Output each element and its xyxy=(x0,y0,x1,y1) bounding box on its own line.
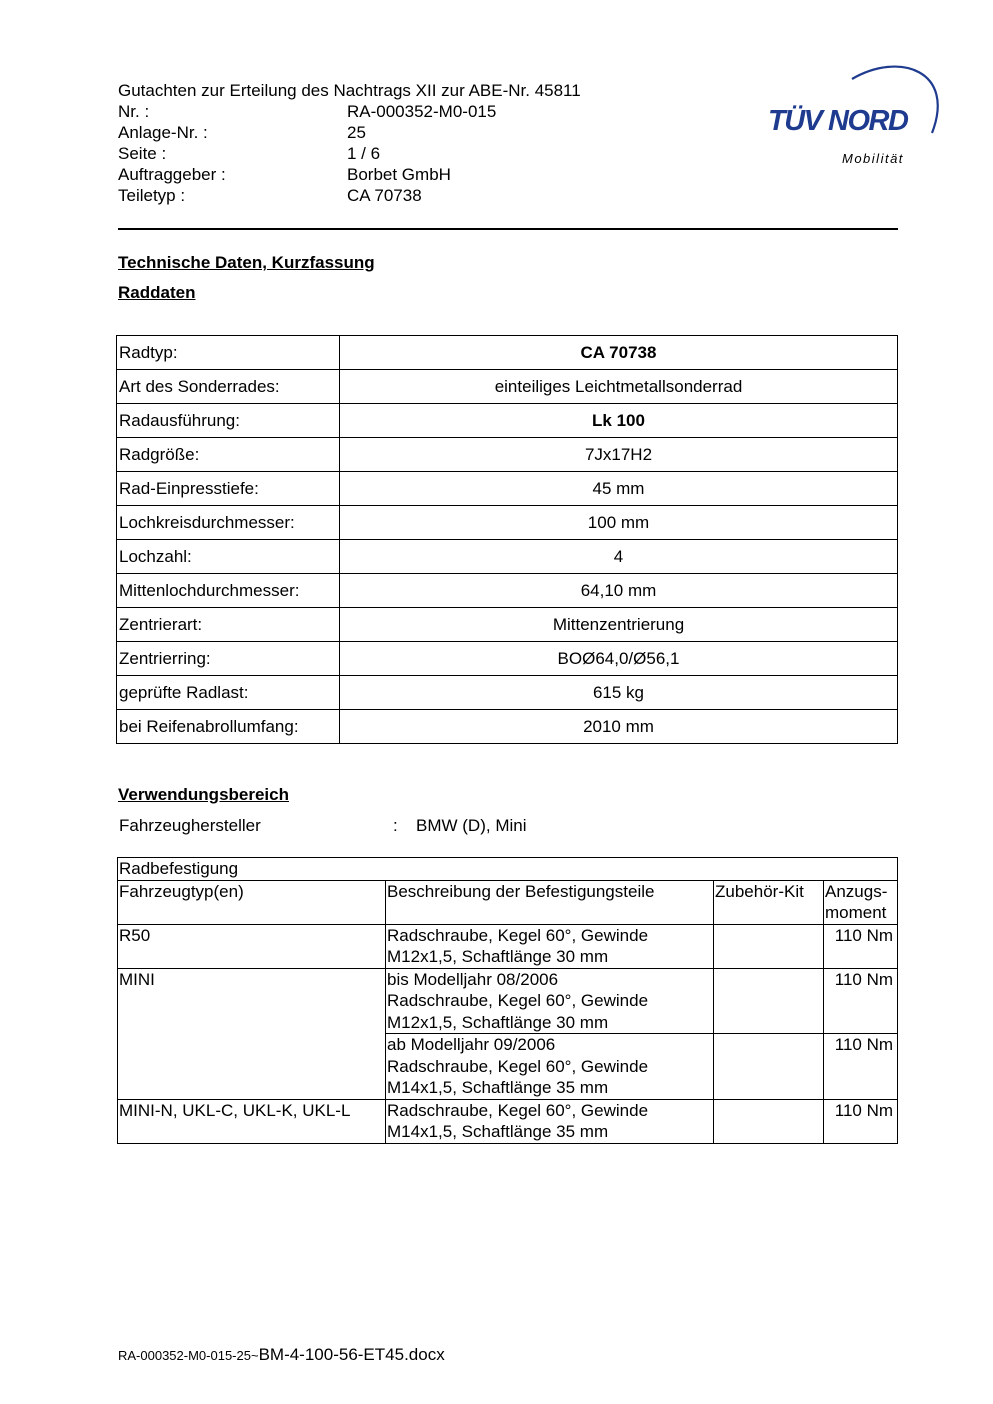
row-label: Art des Sonderrades: xyxy=(117,370,340,404)
table-row xyxy=(117,506,898,540)
footer-filename xyxy=(118,1345,445,1366)
table-row xyxy=(117,370,898,404)
cell-zubehoer-kit xyxy=(714,924,824,968)
tuv-nord-logo xyxy=(760,55,950,175)
fahrzeughersteller-value: BMW (D), Mini xyxy=(416,816,527,835)
description-line: M14x1,5, Schaftlänge 35 mm xyxy=(387,1122,609,1141)
table-row xyxy=(117,710,898,744)
header-anzugsmoment xyxy=(824,880,898,924)
header-value-seite: 1 / 6 xyxy=(347,144,381,163)
fahrzeughersteller-label: Fahrzeughersteller xyxy=(119,816,261,835)
description-line: Radschraube, Kegel 60°, Gewinde xyxy=(387,925,649,945)
description-line: M12x1,5, Schaftlänge 30 mm xyxy=(387,947,609,966)
description-line: ab Modelljahr 09/2006 xyxy=(387,1035,556,1054)
row-label: Radgröße: xyxy=(117,438,340,472)
row-value: 64,10 mm xyxy=(340,574,898,608)
table-row xyxy=(117,404,898,438)
row-label: Lochzahl: xyxy=(117,540,340,574)
document-title: Gutachten zur Erteilung des Nachtrags XII zur ABE-Nr. 45811 xyxy=(118,81,581,100)
table-row xyxy=(117,472,898,506)
row-label: geprüfte Radlast: xyxy=(117,676,340,710)
table-row xyxy=(117,336,898,370)
row-label: Radausführung: xyxy=(117,404,340,438)
row-value: Mittenzentrierung xyxy=(340,608,898,642)
cell-beschreibung xyxy=(386,1099,714,1143)
cell-beschreibung xyxy=(386,924,714,968)
cell-zubehoer-kit xyxy=(714,968,824,1034)
table-caption: Radbefestigung xyxy=(118,858,898,881)
fahrzeughersteller-colon: : xyxy=(393,816,398,835)
row-label: Lochkreisdurchmesser: xyxy=(117,506,340,540)
table-row xyxy=(117,574,898,608)
row-value: 4 xyxy=(340,540,898,574)
header-value-teiletyp: CA 70738 xyxy=(347,186,422,205)
cell-zubehoer-kit xyxy=(714,1034,824,1100)
row-value: Lk 100 xyxy=(340,404,898,438)
description-line: M12x1,5, Schaftlänge 30 mm xyxy=(387,1012,609,1032)
section-title-technische-daten: Technische Daten, Kurzfassung xyxy=(118,253,375,272)
table-row xyxy=(118,924,898,968)
cell-beschreibung xyxy=(386,968,714,1034)
row-value: 615 kg xyxy=(340,676,898,710)
header-label-nr: Nr. : xyxy=(118,102,150,121)
header-fahrzeugtyp: Fahrzeugtyp(en) xyxy=(118,880,386,924)
table-row xyxy=(117,642,898,676)
table-row xyxy=(117,608,898,642)
cell-fahrzeugtyp: MINI xyxy=(118,968,386,1099)
footer-prefix: RA-000352-M0-015-25~ xyxy=(118,1348,259,1363)
table-row xyxy=(118,1099,898,1143)
table-row xyxy=(117,540,898,574)
description-line: M14x1,5, Schaftlänge 35 mm xyxy=(387,1078,609,1097)
header-value-auftraggeber: Borbet GmbH xyxy=(347,165,451,184)
header-value-nr: RA-000352-M0-015 xyxy=(347,102,497,121)
row-label: bei Reifenabrollumfang: xyxy=(117,710,340,744)
logo-brand: TÜV NORD xyxy=(768,105,908,137)
row-label: Zentrierart: xyxy=(117,608,340,642)
header-beschreibung: Beschreibung der Befestigungsteile xyxy=(386,880,714,924)
cell-beschreibung xyxy=(386,1034,714,1100)
table-header-row xyxy=(118,880,898,924)
row-value: BOØ64,0/Ø56,1 xyxy=(340,642,898,676)
header-value-anlage: 25 xyxy=(347,123,366,142)
description-line: Radschraube, Kegel 60°, Gewinde xyxy=(387,991,649,1010)
raddaten-table xyxy=(116,335,898,744)
header-anzugsmoment-line-2: moment xyxy=(825,903,887,922)
row-value: 100 mm xyxy=(340,506,898,540)
header-label-auftraggeber: Auftraggeber : xyxy=(118,165,226,184)
table-row xyxy=(117,676,898,710)
row-label: Rad-Einpresstiefe: xyxy=(117,472,340,506)
section-subtitle-raddaten: Raddaten xyxy=(118,283,196,302)
table-caption-row xyxy=(118,858,898,881)
cell-anzugsmoment: 110 Nm xyxy=(824,1099,898,1143)
description-line: bis Modelljahr 08/2006 xyxy=(387,969,559,989)
footer-file: BM-4-100-56-ET45.docx xyxy=(258,1345,445,1364)
row-value: CA 70738 xyxy=(340,336,898,370)
header-zubehoer-kit: Zubehör-Kit xyxy=(714,880,824,924)
radbefestigung-table xyxy=(117,857,898,1144)
header-anzugsmoment-line-1: Anzugs- xyxy=(825,881,888,901)
description-line: Radschraube, Kegel 60°, Gewinde xyxy=(387,1100,649,1120)
row-label: Radtyp: xyxy=(117,336,340,370)
row-value: einteiliges Leichtmetallsonderrad xyxy=(340,370,898,404)
cell-anzugsmoment: 110 Nm xyxy=(824,924,898,968)
table-row xyxy=(117,438,898,472)
description-line: Radschraube, Kegel 60°, Gewinde xyxy=(387,1056,649,1076)
table-row xyxy=(118,968,898,1034)
cell-zubehoer-kit xyxy=(714,1099,824,1143)
cell-fahrzeugtyp: R50 xyxy=(118,924,386,968)
header-divider xyxy=(118,228,898,230)
row-label: Mittenlochdurchmesser: xyxy=(117,574,340,608)
row-value: 2010 mm xyxy=(340,710,898,744)
header-label-teiletyp: Teiletyp : xyxy=(118,186,186,205)
logo-subtitle: Mobilität xyxy=(842,151,904,166)
header-label-anlage: Anlage-Nr. : xyxy=(118,123,208,142)
section-title-verwendungsbereich: Verwendungsbereich xyxy=(118,785,289,804)
row-value: 45 mm xyxy=(340,472,898,506)
cell-fahrzeugtyp: MINI-N, UKL-C, UKL-K, UKL-L xyxy=(118,1099,386,1143)
cell-anzugsmoment: 110 Nm xyxy=(824,968,898,1034)
row-value: 7Jx17H2 xyxy=(340,438,898,472)
row-label: Zentrierring: xyxy=(117,642,340,676)
header-label-seite: Seite : xyxy=(118,144,167,163)
cell-anzugsmoment: 110 Nm xyxy=(824,1034,898,1100)
